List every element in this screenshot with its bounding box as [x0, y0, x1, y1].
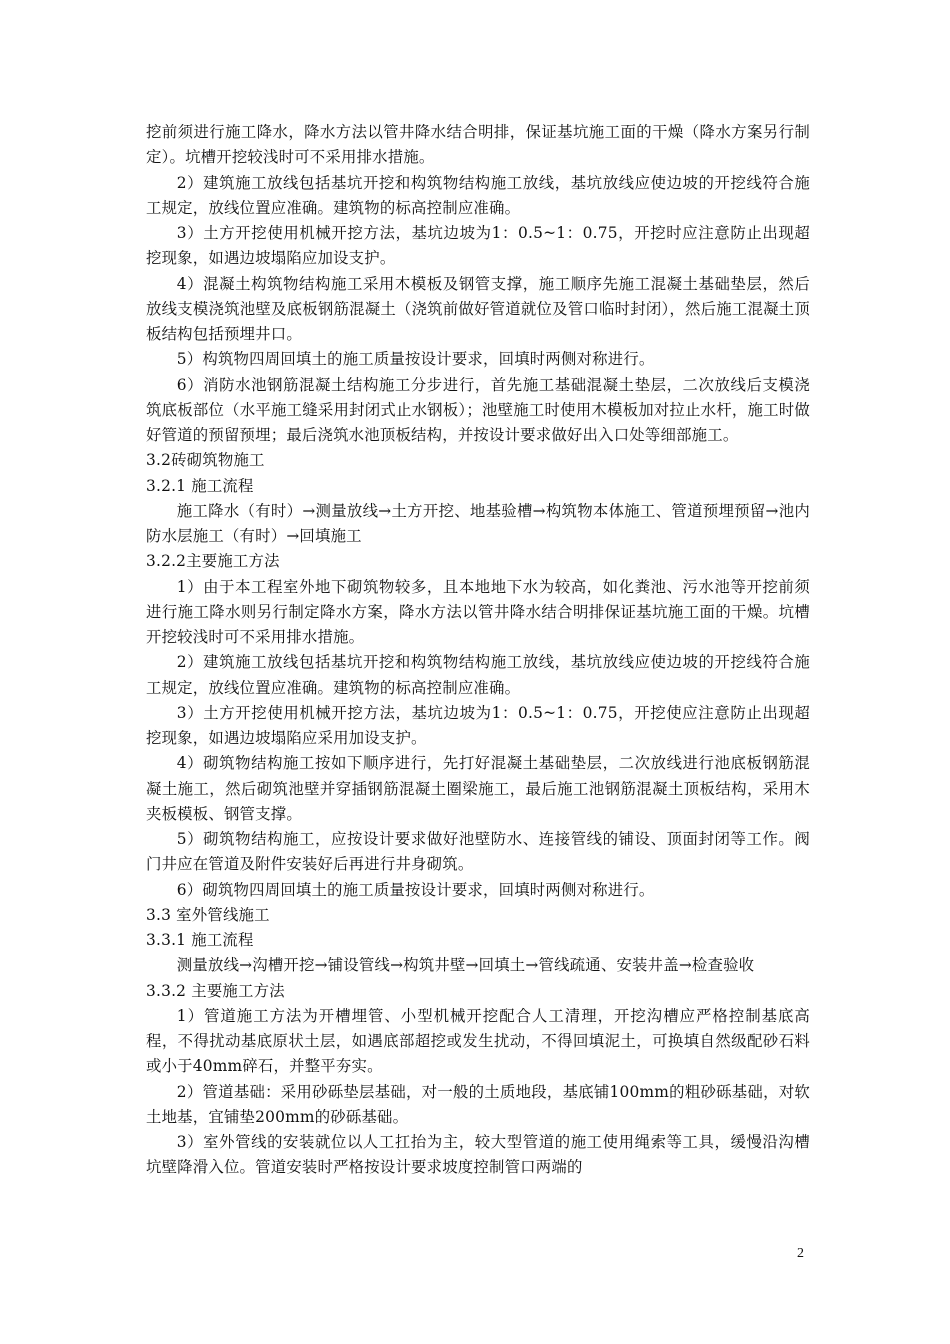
paragraph: 1）管道施工方法为开槽埋管、小型机械开挖配合人工清理，开挖沟槽应严格控制基底高程，不得扰动基底原状土层，如遇底部超挖或发生扰动，不得回填泥土，可换填自然级配砂石料或小于40mm碎石，并整平夯实。 — [146, 1006, 810, 1076]
section-heading: 3.3 室外管线施工 — [146, 905, 270, 924]
paragraph: 4）混凝土构筑物结构施工采用木模板及钢管支撑，施工顺序先施工混凝土基础垫层，然后放线支模浇筑池壁及底板钢筋混凝土（浇筑前做好管道就位及管口临时封闭），然后施工混凝土顶板结构包括预埋井口。 — [146, 274, 810, 343]
subsection-heading: 3.2.2主要施工方法 — [146, 552, 280, 571]
paragraph: 施工降水（有时）→测量放线→土方开挖、地基验槽→构筑物本体施工、管道预埋预留→池内防水层施工（有时）→回填施工 — [146, 501, 810, 545]
paragraph: 2）管道基础：采用砂砾垫层基础，对一般的土质地段，基底铺100mm的粗砂砾基础，对软土地基，宜铺垫200mm的砂砾基础。 — [146, 1082, 810, 1126]
paragraph: 3）室外管线的安装就位以人工扛抬为主，较大型管道的施工使用绳索等工具，缓慢沿沟槽坑壁降滑入位。管道安装时严格按设计要求坡度控制管口两端的 — [146, 1133, 810, 1177]
paragraph: 6）砌筑物四周回填土的施工质量按设计要求，回填时两侧对称进行。 — [176, 880, 655, 899]
subsection-heading: 3.2.1 施工流程 — [146, 476, 254, 495]
page-number: 2 — [797, 1246, 804, 1261]
paragraph: 2）建筑施工放线包括基坑开挖和构筑物结构施工放线，基坑放线应使边坡的开挖线符合施工规定，放线位置应准确。建筑物的标高控制应准确。 — [146, 653, 810, 697]
document-body — [146, 120, 810, 1181]
paragraph: 测量放线→沟槽开挖→铺设管线→构筑井壁→回填土→管线疏通、安装井盖→检查验收 — [176, 956, 755, 975]
paragraph: 6）消防水池钢筋混凝土结构施工分步进行，首先施工基础混凝土垫层，二次放线后支模浇筑底板部位（水平施工缝采用封闭式止水钢板）；池壁施工时使用木模板加对拉止水杆，施工时做好管道的预留预埋；最后浇筑水池顶板结构，并按设计要求做好出入口处等细部施工。 — [146, 375, 810, 444]
paragraph: 5）砌筑物结构施工，应按设计要求做好池壁防水、连接管线的铺设、顶面封闭等工作。阀门井应在管道及附件安装好后再进行井身砌筑。 — [146, 830, 810, 874]
subsection-heading: 3.3.1 施工流程 — [146, 931, 254, 949]
paragraph: 3）土方开挖使用机械开挖方法，基坑边坡为1：0.5~1：0.75，开挖使应注意防止出现超挖现象，如遇边坡塌陷应采用加设支护。 — [146, 703, 810, 747]
paragraph: 挖前须进行施工降水，降水方法以管井降水结合明排，保证基坑施工面的干燥（降水方案另行制定）。坑槽开挖较浅时可不采用排水措施。 — [146, 123, 810, 167]
paragraph: 3）土方开挖使用机械开挖方法，基坑边坡为1：0.5~1：0.75，开挖时应注意防止出现超挖现象，如遇边坡塌陷应加设支护。 — [146, 224, 810, 268]
section-heading: 3.2砖砌筑物施工 — [146, 451, 265, 470]
paragraph: 1）由于本工程室外地下砌筑物较多，且本地地下水为较高，如化粪池、污水池等开挖前须进行施工降水则另行制定降水方案，降水方法以管井降水结合明排保证基坑施工面的干燥。坑槽开挖较浅时可不采用排水措施。 — [146, 577, 810, 646]
paragraph: 4）砌筑物结构施工按如下顺序进行，先打好混凝土基础垫层，二次放线进行池底板钢筋混凝土施工，然后砌筑池壁并穿插钢筋混凝土圈梁施工，最后施工池钢筋混凝土顶板结构，采用木夹板模板、钢管支撑。 — [146, 754, 810, 823]
subsection-heading: 3.3.2 主要施工方法 — [146, 981, 285, 1000]
paragraph: 2）建筑施工放线包括基坑开挖和构筑物结构施工放线，基坑放线应使边坡的开挖线符合施工规定，放线位置应准确。建筑物的标高控制应准确。 — [146, 173, 810, 217]
paragraph: 5）构筑物四周回填土的施工质量按设计要求，回填时两侧对称进行。 — [176, 350, 655, 369]
